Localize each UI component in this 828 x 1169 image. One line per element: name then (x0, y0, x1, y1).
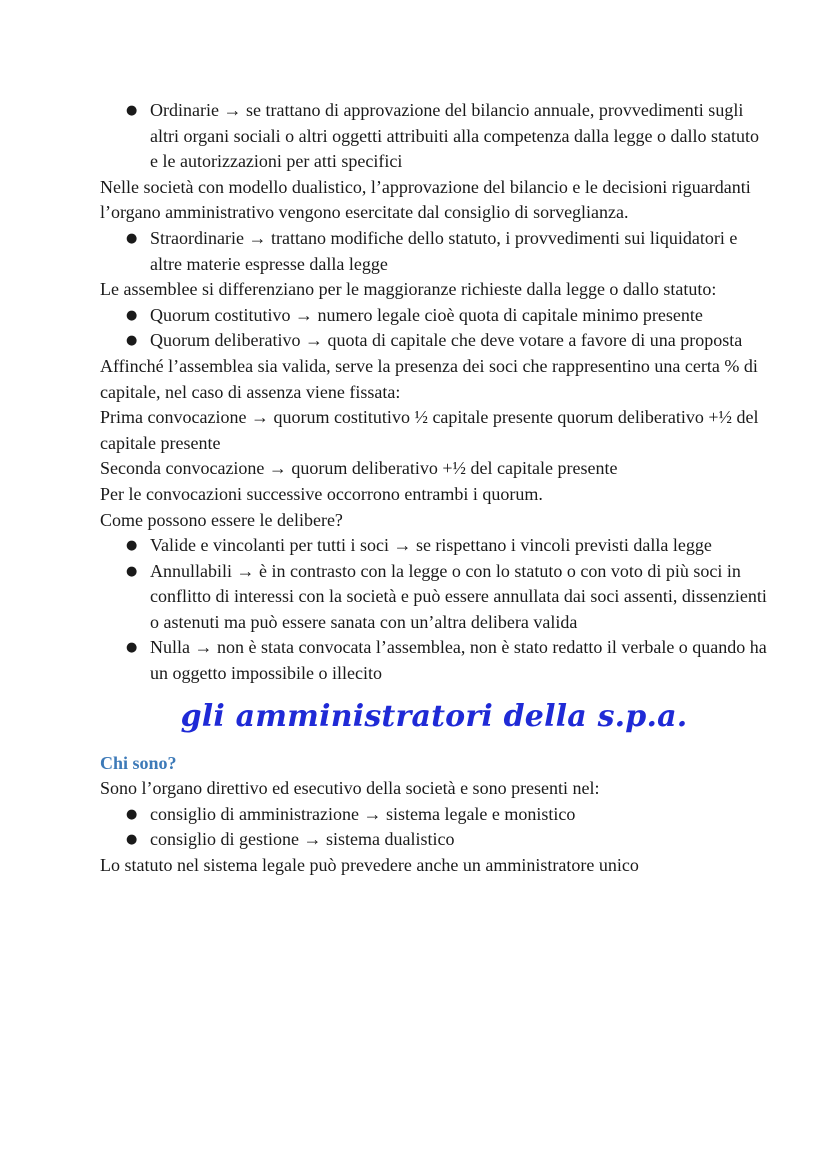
paragraph: Affinché l’assemblea sia valida, serve la presenza dei soci che rappresentino una certa % di capitale, nel caso di assenza viene fissata: (100, 355, 758, 402)
list-item: ● consiglio di amministrazione → sistema legale e monistico (100, 802, 768, 828)
list-item: ● consiglio di gestione → sistema dualistico (100, 827, 768, 853)
list-item: ● Quorum deliberativo → quota di capitale che deve votare a favore di una proposta (100, 328, 768, 354)
paragraph: Le assemblee si differenziano per le maggioranze richieste dalla legge o dallo statuto: (100, 279, 717, 300)
assembly-types-list-extraordinary (100, 226, 768, 277)
list-item: ● Nulla → non è stata convocata l’assemblea, non è stato redatto il verbale o quando ha un oggetto impossibile o illecito (100, 635, 768, 686)
paragraph: Seconda convocazione → quorum deliberativo +½ del capitale presente (100, 458, 618, 479)
list-item: ● Quorum costitutivo → numero legale cioè quota di capitale minimo presente (100, 303, 768, 329)
paragraph: Come possono essere le delibere? (100, 509, 343, 530)
paragraph: Lo statuto nel sistema legale può prevedere anche un amministratore unico (100, 855, 639, 876)
paragraph: Nelle società con modello dualistico, l’approvazione del bilancio e le decisioni riguardanti l’organo amministrativo vengono esercitate dal consiglio di sorveglianza. (100, 176, 751, 223)
quorum-list (100, 303, 768, 354)
section-title: gli amministratori della s.p.a. (180, 698, 688, 734)
list-item: ● Valide e vincolanti per tutti i soci → se rispettano i vincoli previsti dalla legge (100, 533, 768, 559)
paragraph: Sono l’organo direttivo ed esecutivo della società e sono presenti nel: (100, 778, 600, 799)
assembly-types-list-ordinary (100, 98, 768, 175)
list-item: ● Ordinarie → se trattano di approvazione del bilancio annuale, provvedimenti sugli altri organi sociali o altri oggetti attribuiti alla competenza dalla legge o dallo statuto e le autorizzazioni per atti specifici (100, 98, 768, 175)
section-heading: Chi sono? (100, 752, 177, 773)
paragraph: Prima convocazione → quorum costitutivo ½ capitale presente quorum deliberativo +½ del capitale presente (100, 407, 759, 453)
list-item: ● Straordinarie → trattano modifiche dello statuto, i provvedimenti sui liquidatori e altre materie espresse dalla legge (100, 226, 768, 277)
paragraph: Per le convocazioni successive occorrono entrambi i quorum. (100, 483, 543, 504)
list-item: ● Annullabili → è in contrasto con la legge o con lo statuto o con voto di più soci in conflitto di interessi con la società e può essere annullata dai soci assenti, dissenzienti o astenuti ma può essere sanata con un’altra delibera valida (100, 559, 768, 636)
board-types-list (100, 802, 768, 853)
deliberation-types-list (100, 533, 768, 687)
